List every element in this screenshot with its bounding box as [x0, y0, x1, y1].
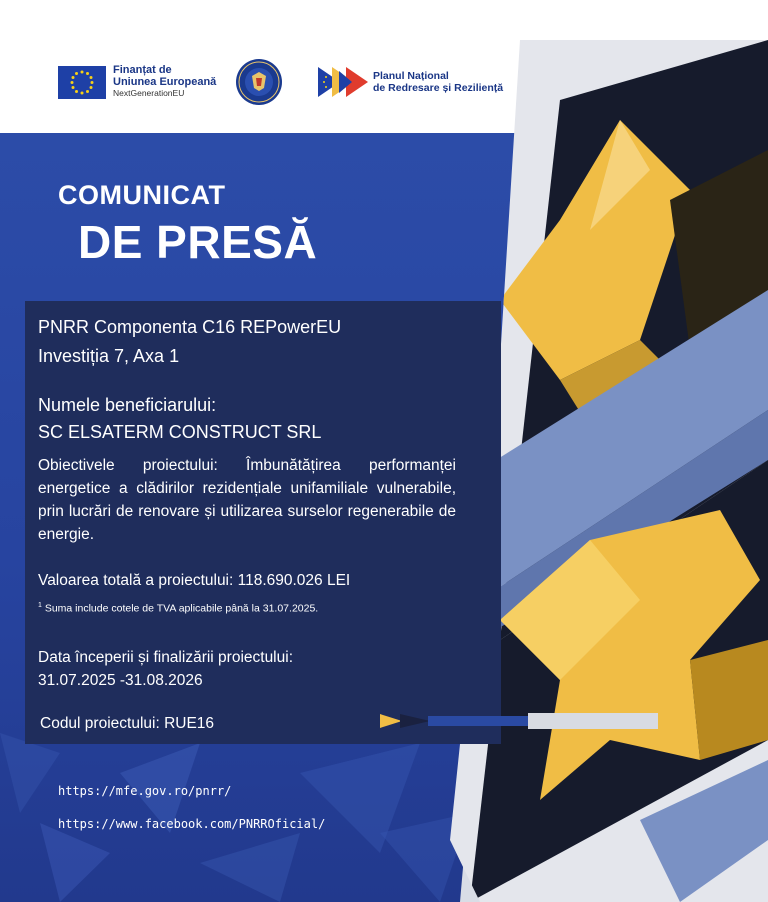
title-line2: DE PRESĂ	[78, 216, 318, 268]
vat-note	[38, 602, 318, 615]
title-line1: COMUNICAT	[58, 180, 226, 210]
link-mfe[interactable]: https://mfe.gov.ro/pnrr/	[58, 784, 232, 798]
decorative-progress-bar	[380, 712, 658, 730]
eu-flag-icon	[58, 66, 106, 99]
component-line1: PNRR Componenta C16 REPowerEU	[38, 317, 342, 337]
dates-label: Data începerii și finalizării proiectului:	[38, 649, 294, 666]
project-code: Codul proiectului: RUE16	[40, 715, 215, 732]
eu-line3: NextGenerationEU	[113, 88, 185, 98]
eu-funding-label	[113, 64, 216, 99]
dates-value: 31.07.2025 -31.08.2026	[38, 672, 203, 689]
project-info-box	[25, 301, 501, 744]
pnrr-logo-icon	[318, 67, 368, 97]
eu-line2: Uniunea Europeană	[113, 76, 217, 88]
beneficiary-name: SC ELSATERM CONSTRUCT SRL	[38, 422, 322, 442]
government-seal-icon	[235, 58, 283, 106]
pnrr-line2: de Redresare și Reziliență	[373, 82, 504, 94]
project-objectives: Obiectivele proiectului: Îmbunătățirea performanței energetice a clădirilor rezidențiale unifamiliale vulnerabile, prin lucrări de renovare și utilizarea surselor regenerabile de energie.	[38, 457, 456, 543]
beneficiary-label: Numele beneficiarului:	[38, 395, 217, 415]
component-line2: Investiția 7, Axa 1	[38, 346, 180, 366]
total-value: Valoarea totală a proiectului: 118.690.026 LEI	[38, 572, 351, 589]
eu-line1: Finanțat de	[113, 64, 172, 76]
link-facebook[interactable]: https://www.facebook.com/PNRROficial/	[58, 817, 326, 831]
pnrr-line1: Planul Național	[373, 70, 449, 82]
vat-note-sup: 1	[38, 602, 42, 609]
vat-note-text: Suma include cotele de TVA aplicabile până la 31.07.2025.	[44, 602, 319, 615]
